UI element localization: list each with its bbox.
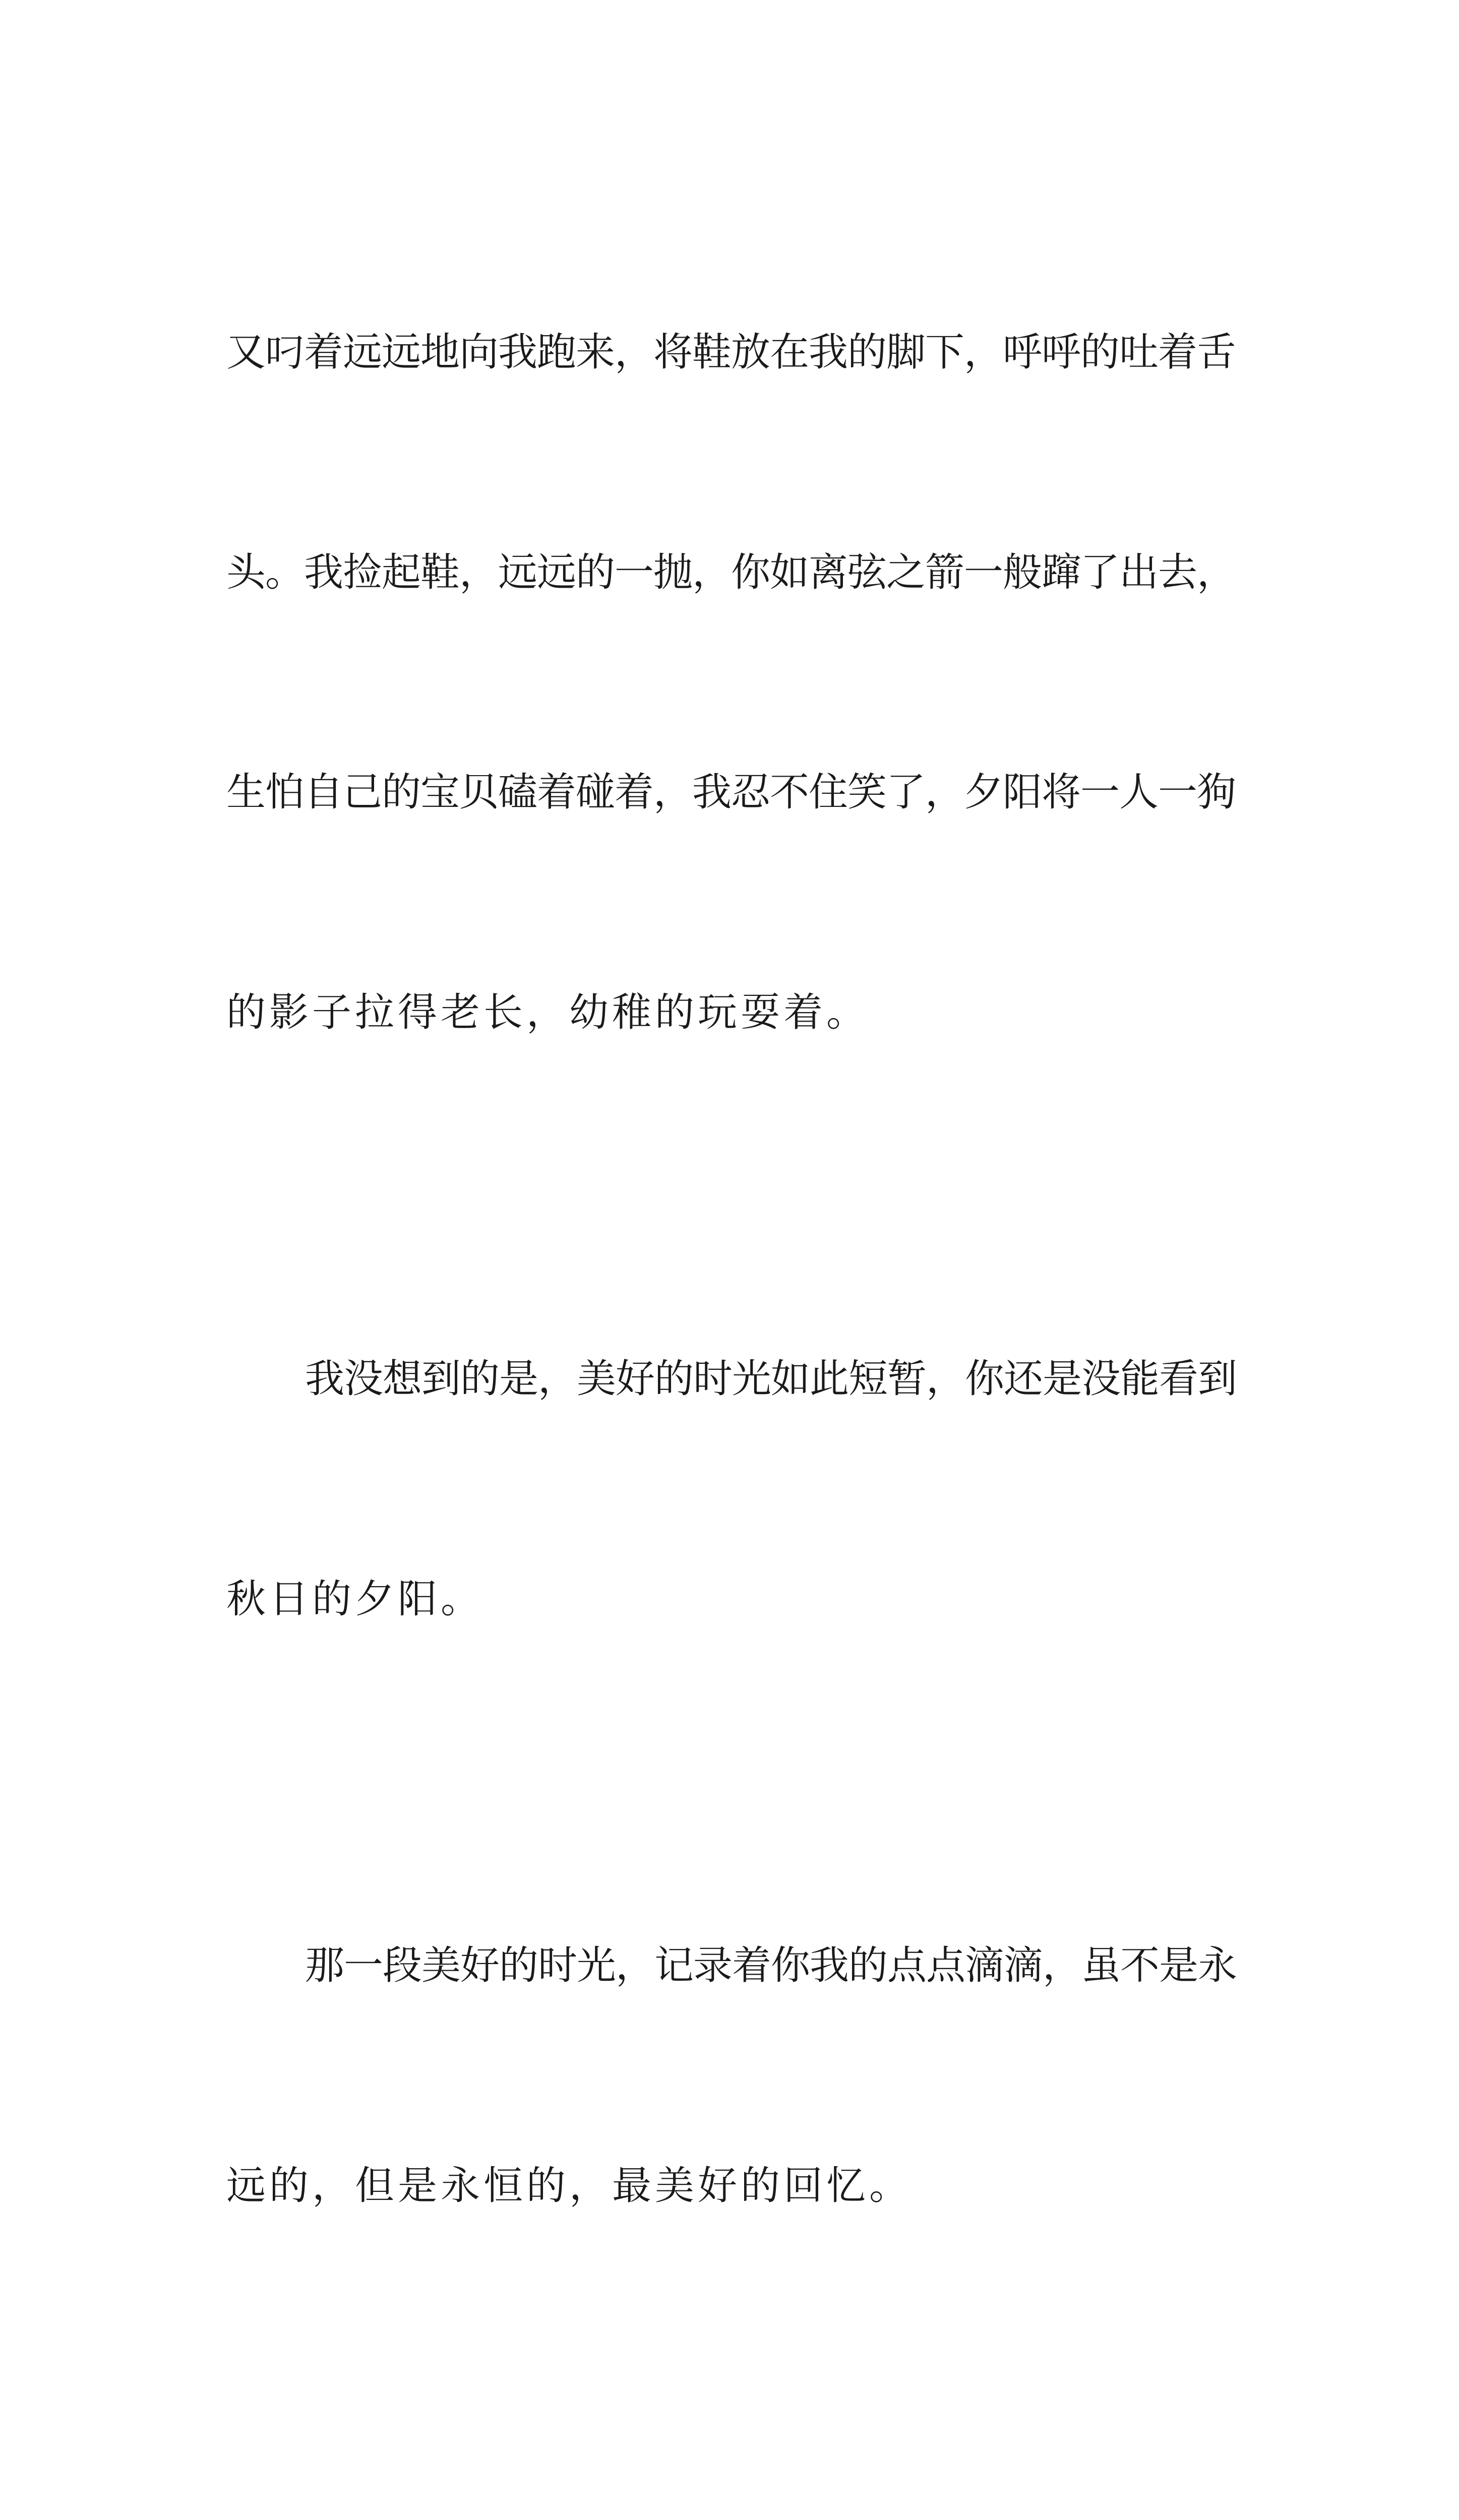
- heading-text: [226, 2516, 1247, 2520]
- paragraph-2: [226, 1196, 1247, 1783]
- text-line: 头。我捡起鞋，远远的一抛，你如离弦之箭一般蹿了出去，: [226, 549, 1236, 595]
- text-line: 又叼着远远地向我跑来，将鞋放在我的脚下，呼呼的吐着舌: [226, 330, 1236, 375]
- paragraph-1: [226, 169, 1247, 1196]
- text-line: 那一段美好的时光，记录着你我的点点滴滴，虽不是永: [305, 1943, 1237, 1988]
- text-line: 我没想到的是，美好的时光如此短暂，你还是没能看到: [305, 1356, 1237, 1402]
- document-body: [226, 169, 1247, 2520]
- text-line: 生怕自己的宝贝磕着碰着，我忍不住笑了，夕阳将一人一狗: [226, 770, 1236, 815]
- text-line: 远的，但是永恒的，最美好的回忆。: [226, 2163, 913, 2209]
- text-line: 秋日的夕阳。: [226, 1576, 484, 1622]
- text-line: 的影子拉得老长，幼稚的玩耍着。: [226, 989, 870, 1035]
- paragraph-3: [226, 1783, 1247, 2369]
- section-heading: [226, 2369, 1247, 2520]
